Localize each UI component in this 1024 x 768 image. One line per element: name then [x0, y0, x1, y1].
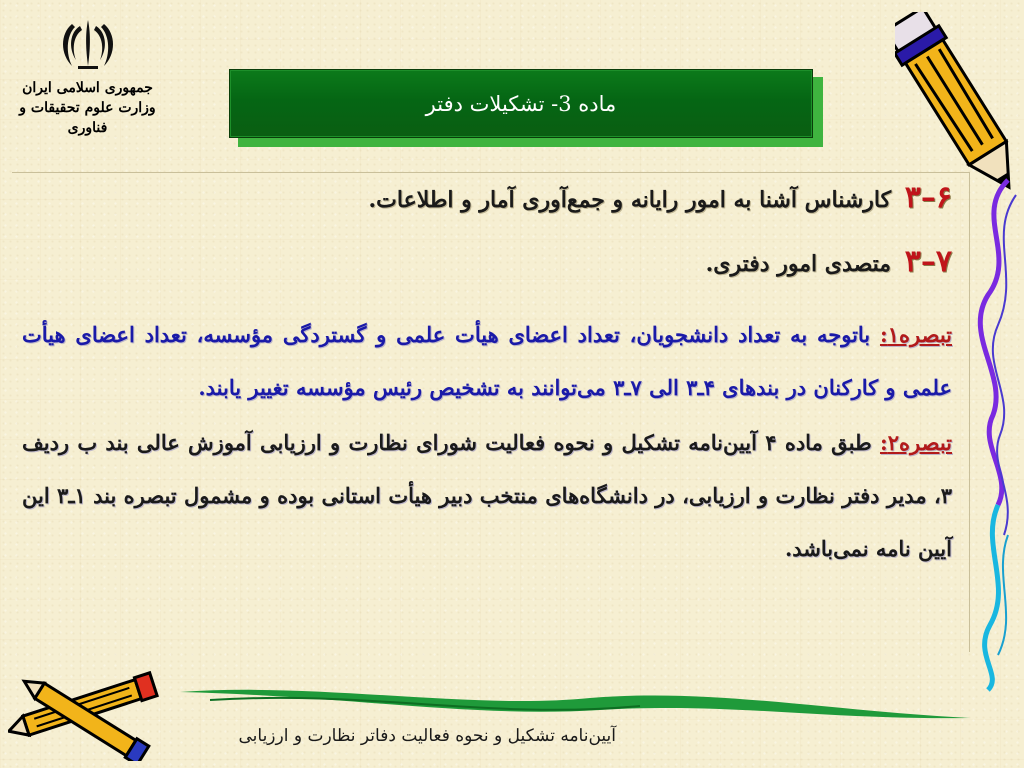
footer-text: آیین‌نامه تشکیل و نحوه فعالیت دفاتر نظارت و ارزیابی: [238, 726, 616, 746]
emblem-ministry-text: وزارت علوم تحقیقات و فناوری: [19, 100, 156, 136]
note-label: تبصره۲:: [879, 430, 953, 455]
page-title: ماده 3- تشکیلات دفتر: [425, 91, 617, 116]
vertical-divider: [969, 172, 970, 652]
item-text: متصدی امور دفتری.: [705, 251, 892, 277]
decorative-squiggle-icon: [968, 175, 1024, 695]
emblem-country-text: جمهوری اسلامی ایران: [22, 80, 153, 96]
list-item: [22, 180, 952, 218]
item-number: ۷–۳: [904, 244, 952, 279]
note-paragraph: [22, 308, 952, 414]
iran-emblem-icon: [58, 14, 118, 74]
list-item: [22, 244, 952, 282]
pencil-icon: [895, 12, 1020, 197]
note-text: باتوجه به تعداد دانشجویان، تعداد اعضای هیأت علمی و گستردگی مؤسسه، تعداد اعضای هیأت علمی و کارکنان در بندهای ۴ـ۳ الی ۷ـ۳ می‌توانند به تشخیص رئیس مؤسسه تغییر یابند.: [22, 322, 952, 400]
horizontal-divider: [12, 172, 970, 173]
title-banner: [229, 69, 813, 138]
decorative-swoosh-icon: [170, 680, 980, 730]
note-text: طبق ماده ۴ آیین‌نامه تشکیل و نحوه فعالیت شورای نظارت و ارزیابی آموزش عالی بند ب ردیف ۳، مدیر دفتر نظارت و ارزیابی، در دانشگاه‌های منتخب دبیر هیأت استانی بوده و مشمول تبصره بند ۱ـ۳ این آیین نامه نمی‌باشد.: [22, 430, 952, 561]
item-text: کارشناس آشنا به امور رایانه و جمع‌آوری آمار و اطلاعات.: [368, 187, 892, 213]
note-label: تبصره۱:: [879, 322, 952, 347]
article-content: [22, 180, 952, 575]
note-paragraph: [22, 416, 952, 575]
crossed-pencils-icon: [8, 666, 168, 761]
item-number: ۶–۳: [904, 180, 952, 215]
ministry-logo: [10, 14, 165, 144]
